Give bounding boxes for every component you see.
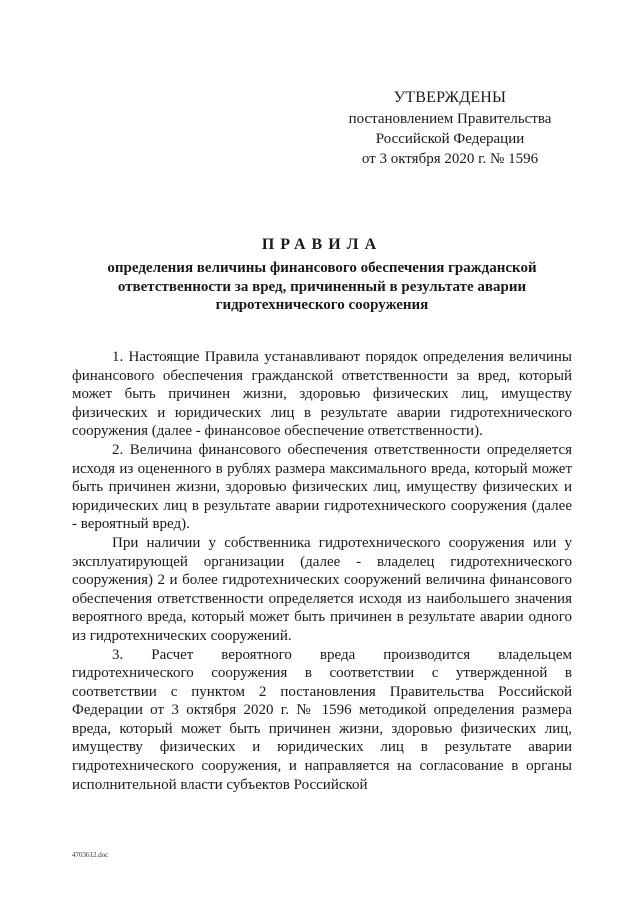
document-title-block	[72, 234, 572, 315]
paragraph-4: 3. Расчет вероятного вреда производится владельцем гидротехнического сооружения в соответствии с утвержденной в соответствии с пунктом 2 постановления Правительства Российской Федерации от 3 октября 2020 г. № 1596 методикой определения размера вреда, который может быть причинен жизни, здоровью физических лиц, имуществу физических и юридических лиц в результате аварии гидротехнического сооружения, и направляется на согласование в органы исполнительной власти субъектов Российской	[72, 646, 572, 793]
approval-heading: УТВЕРЖДЕНЫ	[393, 89, 507, 106]
approval-line-2: Российской Федерации	[375, 131, 525, 147]
approval-stamp	[330, 88, 570, 169]
approval-line-3: от 3 октября 2020 г. № 1596	[361, 151, 539, 167]
paragraph-1: 1. Настоящие Правила устанавливают порядок определения величины финансового обеспечения гражданской ответственности за вред, который может быть причинен жизни, здоровью физических лиц, имуществу физических и юридических лиц в результате аварии гидротехнического сооружения (далее - финансовое обеспечение ответственности).	[72, 349, 572, 440]
approval-line-1: постановлением Правительства	[348, 111, 552, 127]
document-subtitle-line-3: гидротехнического сооружения	[215, 297, 429, 313]
paragraph-3: При наличии у собственника гидротехнического сооружения или у эксплуатирующей организации (далее - владелец гидротехнического сооружения) 2 и более гидротехнических сооружений величина финансового обеспечения ответственности определяется исходя из наибольшего значения вероятного вреда, который может быть причинен в результате аварии одного из гидротехнических сооружений.	[72, 534, 572, 644]
document-subtitle-line-2: ответственности за вред, причиненный в результате аварии	[117, 278, 527, 295]
footer-file-code: 4703612.doc	[72, 851, 109, 859]
document-subtitle-line-1: определения величины финансового обеспечения гражданской	[107, 260, 537, 276]
document-body	[72, 348, 572, 794]
document-title: ПРАВИЛА	[261, 236, 383, 253]
paragraph-2: 2. Величина финансового обеспечения ответственности определяется исходя из оцененного в рублях размера максимального вреда, который может быть причинен жизни, здоровью физических лиц, имуществу физических и юридических лиц в результате аварии гидротехнического сооружения (далее - вероятный вред).	[72, 441, 572, 533]
